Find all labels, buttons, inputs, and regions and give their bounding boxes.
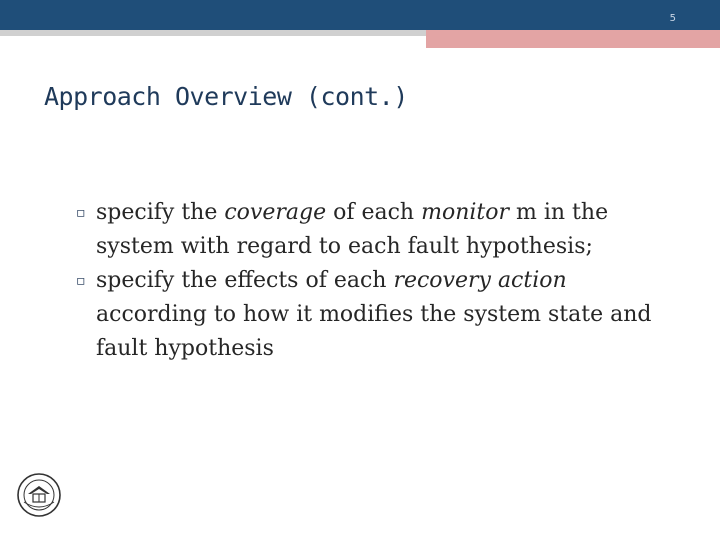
bullet-text: according to how it modifies the system state and fault hypothesis [96, 302, 652, 361]
bullet-emphasis: monitor [421, 200, 510, 225]
bullet-marker: ▫ [76, 273, 86, 289]
slide-title: Approach Overview (cont.) [44, 82, 408, 111]
bullet-item [76, 196, 676, 264]
bullet-emphasis: recovery action [393, 268, 567, 293]
header-accent-strip [426, 30, 720, 48]
header-band [0, 0, 720, 30]
university-seal-icon [16, 472, 62, 518]
page-number: 5 [669, 13, 676, 24]
bullet-item [76, 264, 676, 366]
header-gray-strip [0, 30, 430, 36]
bullet-text: specify the effects of each [96, 268, 394, 293]
bullet-text: m in the system with regard to each fault hypothesis; [96, 200, 609, 259]
bullet-emphasis: coverage [224, 200, 327, 225]
bullet-text: specify the [96, 200, 225, 225]
bullet-list [76, 196, 676, 366]
bullet-text: of each [326, 200, 422, 225]
bullet-marker: ▫ [76, 205, 86, 221]
